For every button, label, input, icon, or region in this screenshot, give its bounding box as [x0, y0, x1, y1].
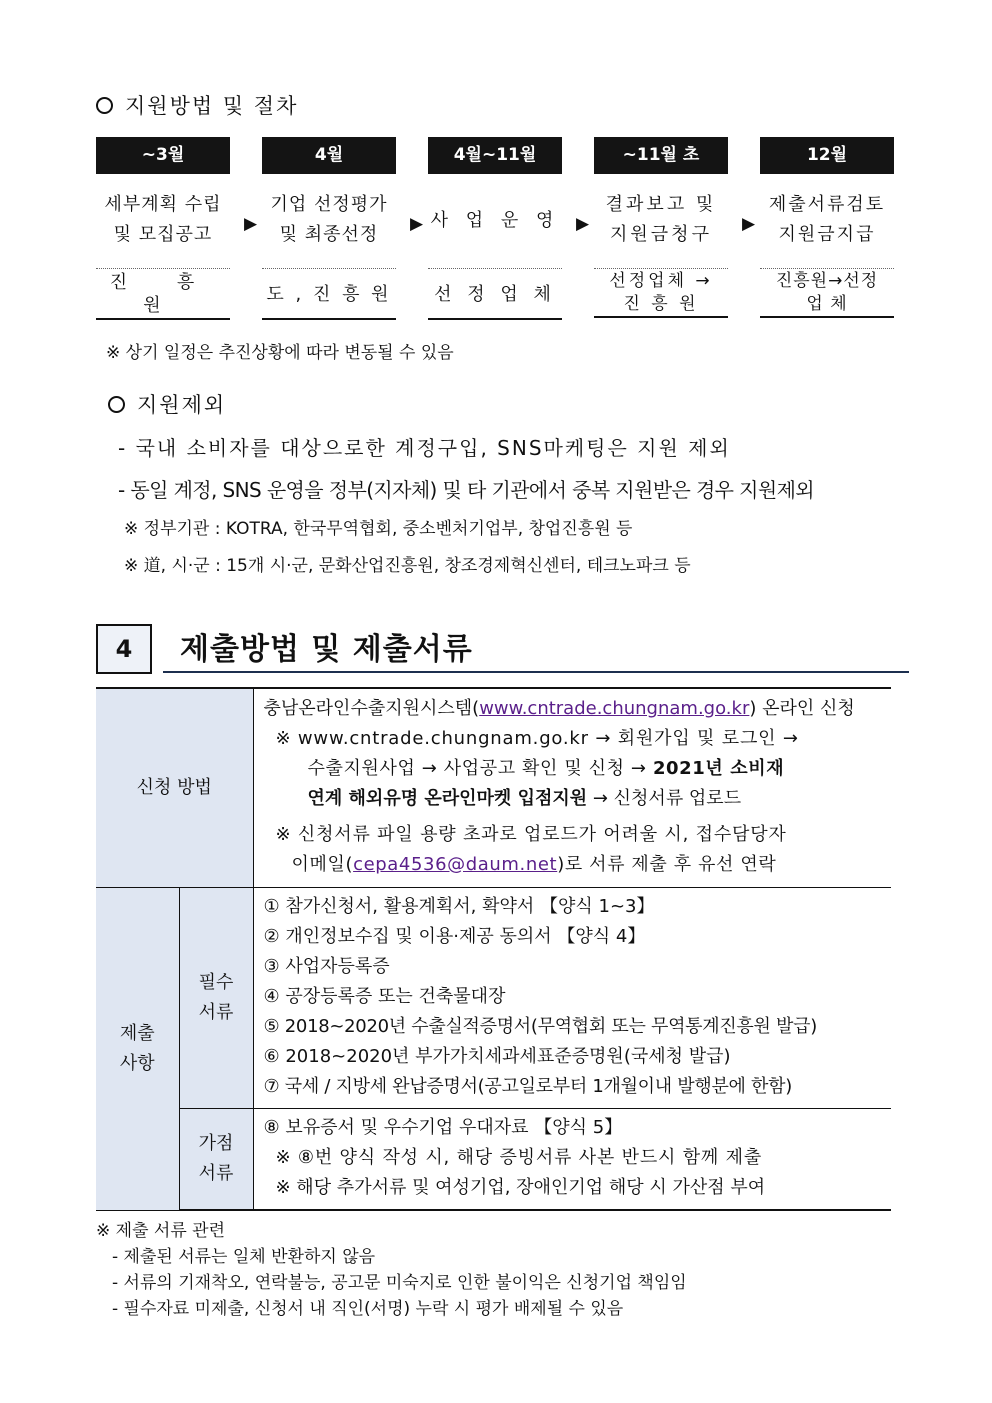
footer-note: - 필수자료 미제출, 신청서 내 직인(서명) 누락 시 평가 배제될 수 있음 [112, 1299, 624, 1319]
phase-description: 사 업 운 영 [430, 210, 560, 231]
exclusion-note: ※ 정부기관 : KOTRA, 한국무역협회, 중소벤처기업부, 창업진흥원 등 [124, 519, 633, 539]
divider [96, 268, 230, 269]
phase-owner: 선 정 업 체 [428, 270, 562, 320]
bonus-docs-list [253, 1109, 891, 1211]
required-docs-list [253, 888, 891, 1109]
list-item: ③ 사업자등록증 [263, 956, 390, 977]
footer-note: ※ 제출 서류 관련 [96, 1221, 225, 1241]
phase-period: 12월 [760, 137, 894, 174]
phase-period: ~11월 초 [594, 137, 728, 174]
list-item: ⑤ 2018~2020년 수출실적증명서(무역협회 또는 무역통계진흥원 발급) [263, 1016, 817, 1037]
footer-notes [96, 1218, 687, 1322]
apply-step-line: 수출지원사업 → 사업공고 확인 및 신청 → 2021년 소비재 [307, 758, 785, 779]
phase-owner: 선정업체 → 진 흥 원 [594, 270, 728, 318]
arrow-right-icon: ▶ [410, 214, 424, 234]
section-title: 제출방법 및 제출서류 [180, 632, 473, 667]
apply-method-content [253, 688, 891, 888]
circle-bullet-icon [96, 97, 113, 114]
divider [594, 268, 728, 269]
website-link[interactable]: www.cntrade.chungnam.go.kr [479, 698, 750, 719]
email-note: 이메일(cepa4536@daum.net)로 서류 제출 후 유선 연락 [291, 854, 777, 875]
apply-line: 충남온라인수출지원시스템(www.cntrade.chungnam.go.kr) 온라인 신청 [263, 698, 855, 719]
email-link[interactable]: cepa4536@daum.net [353, 854, 558, 875]
phase-period: 4월 [262, 137, 396, 174]
phase-period: ~3월 [96, 137, 230, 174]
section-number: 4 [96, 624, 152, 674]
phase-owner: 진 흥 원 [96, 270, 230, 320]
email-note: ※ 신청서류 파일 용량 초과로 업로드가 어려울 시, 접수담당자 [275, 824, 787, 845]
table-row [96, 1109, 891, 1211]
divider [262, 268, 396, 269]
arrow-right-icon: ▶ [244, 214, 258, 234]
phase-description: 제출서류검토 지원금지급 [768, 194, 886, 245]
list-item: ① 참가신청서, 활용계획서, 확약서 【양식 1~3】 [263, 896, 655, 917]
submission-table [96, 687, 891, 1211]
section-title-exclusion: 지원제외 [108, 389, 226, 419]
list-item: ② 개인정보수집 및 이용·제공 동의서 【양식 4】 [263, 926, 646, 947]
schedule-note: ※ 상기 일정은 추진상황에 따라 변동될 수 있음 [106, 343, 454, 363]
apply-step-line: 연계 해외유명 온라인마켓 입점지원 → 신청서류 업로드 [307, 788, 742, 809]
phase-owner: 도 , 진 흥 원 [262, 270, 396, 320]
list-item: ④ 공장등록증 또는 건축물대장 [263, 986, 506, 1007]
table-row [96, 688, 891, 888]
apply-method-label: 신청 방법 [96, 688, 253, 888]
list-item: ※ ⑧번 양식 작성 시, 해당 증빙서류 사본 반드시 함께 제출 [275, 1147, 763, 1168]
bonus-docs-label: 가점 서류 [179, 1109, 253, 1211]
phase-description: 결과보고 및 지원금청구 [605, 194, 717, 245]
exclusion-item: - 국내 소비자를 대상으로한 계정구입, SNS마케팅은 지원 제외 [118, 436, 731, 460]
arrow-right-icon: ▶ [742, 214, 756, 234]
list-item: ⑦ 국세 / 지방세 완납증명서(공고일로부터 1개월이내 발행분에 한함) [263, 1076, 792, 1097]
required-docs-label: 필수 서류 [179, 888, 253, 1109]
footer-note: - 제출된 서류는 일체 반환하지 않음 [112, 1247, 376, 1267]
phase-description: 기업 선정평가 및 최종선정 [270, 194, 388, 245]
footer-note: - 서류의 기재착오, 연락불능, 공고문 미숙지로 인한 불이익은 신청기업 책임임 [112, 1273, 687, 1293]
phase-description: 세부계획 수립 및 모집공고 [104, 194, 222, 245]
list-item: ※ 해당 추가서류 및 여성기업, 장애인기업 해당 시 가산점 부여 [275, 1177, 766, 1198]
divider [428, 268, 562, 269]
list-item: ⑧ 보유증서 및 우수기업 우대자료 【양식 5】 [263, 1117, 623, 1138]
exclusion-note: ※ 道, 시·군 : 15개 시·군, 문화산업진흥원, 창조경제혁신센터, 테크노파크 등 [124, 556, 691, 576]
phase-owner: 진흥원→선정 업 체 [760, 270, 894, 318]
divider [760, 268, 894, 269]
exclusion-item: - 동일 계정, SNS 운영을 정부(지자체) 및 타 기관에서 중복 지원받은 경우 지원제외 [118, 478, 815, 502]
circle-bullet-icon [108, 396, 125, 413]
submit-label: 제출 사항 [96, 888, 179, 1211]
apply-step-line: ※ www.cntrade.chungnam.go.kr → 회원가입 및 로그인 → [275, 728, 799, 749]
phase-period: 4월~11월 [428, 137, 562, 174]
section-title-support: 지원방법 및 절차 [96, 90, 298, 120]
list-item: ⑥ 2018~2020년 부가가치세과세표준증명원(국세청 발급) [263, 1046, 731, 1067]
arrow-right-icon: ▶ [576, 214, 590, 234]
title-underline [163, 671, 909, 673]
table-row [96, 888, 891, 1109]
